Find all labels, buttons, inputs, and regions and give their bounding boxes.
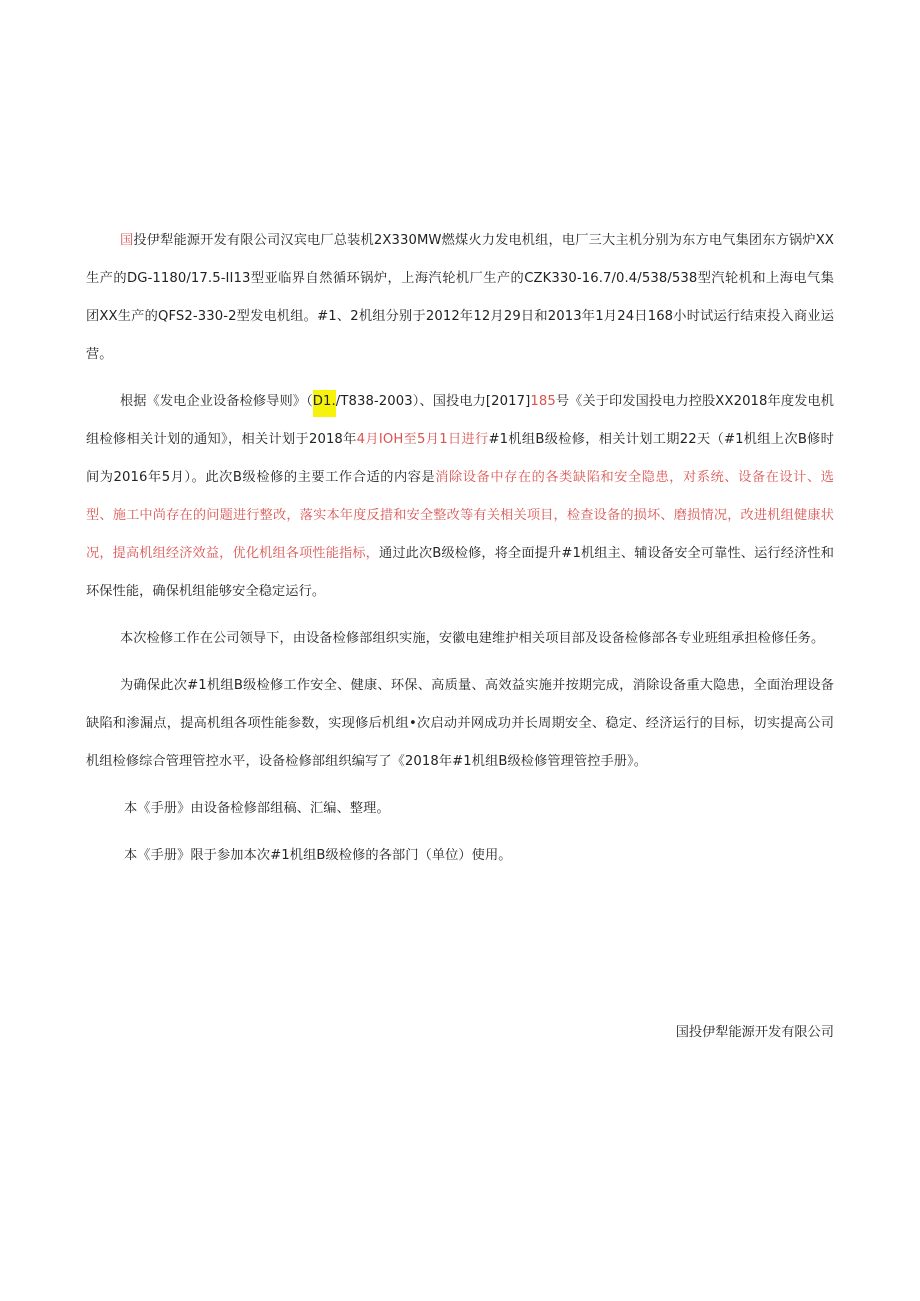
paragraph-usage-scope: 本《手册》限于参加本次#1机组B级检修的各部门（单位）使用。 <box>124 848 512 863</box>
highlighted-text: 消除设备中存在的各类缺陷和安全隐患，对系统、设备在设计、选型、施工中尚存在的问题进行整改，落实本年度反措和安全整改等有关相关项目，检查设备的损坏、磨损情况，改进机组健康状况，提高机组经济效益，优化机组各项性能指标， <box>86 470 834 561</box>
company-signature: 国投伊犁能源开发有限公司 <box>675 1025 834 1040</box>
paragraph-purpose: 为确保此次#1机组B级检修工作安全、健康、环保、高质量、高效益实施并按期完成，消除设备重大隐患，全面治理设备缺陷和渗漏点，提高机组各项性能参数，实现修后机组•次启动并网成功并长周期安全、稳定、经济运行的目标，切实提高公司机组检修综合管理管控水平，设备检修部组织编写了《2018年#1机组B级检修管理管控手册》。 <box>86 678 834 769</box>
paragraph-plant-overview <box>86 222 834 374</box>
document-body <box>86 222 834 875</box>
highlighted-text: 185 <box>530 394 556 409</box>
paragraph-organization: 本次检修工作在公司领导下，由设备检修部组织实施，安徽电建维护相关项目部及设备检修部各专业班组承担检修任务。 <box>120 631 825 646</box>
paragraph-text: /T838-2003）、国投电力[2017] <box>335 394 531 409</box>
paragraph-text: 投伊犁能源开发有限公司汉宾电厂总装机2X330MW燃煤火力发电机组，电厂三大主机分别为东方电气集团东方锅炉XX生产的DG-1180/17.5-II13型亚临界自然循环锅炉，上海汽轮机厂生产的CZK330-16.7/0.4/538/538型汽轮机和上海电气集团XX生产的QFS2-330-2型发电机组。#1、2机组分别于2012年12月29日和2013年1月24日168小时试运行结束投入商业运营。 <box>86 233 835 362</box>
paragraph-text: 号《关于印发国投电力控股XX2018年度发电机组检修相关计划的通知》，相关计划于2018年 <box>86 394 834 447</box>
paragraph-maintenance-plan <box>86 383 834 611</box>
highlighted-text: 4月IOH至5月1日进行 <box>356 432 489 447</box>
yellow-highlight: D1. <box>313 390 336 417</box>
paragraph-compilation: 本《手册》由设备检修部组稿、汇编、整理。 <box>124 801 390 816</box>
highlighted-text: 国 <box>120 233 134 248</box>
paragraph-text: 通过此次B级检修，将全面提升#1机组主、辅设备安全可靠性、运行经济性和环保性能，确保机组能够安全稳定运行。 <box>86 546 834 599</box>
paragraph-text: 根据《发电企业设备检修导则》（ <box>120 394 313 409</box>
paragraph-text: #1机组B级检修，相关计划工期22天（#1机组上次B修时间为2016年5月）。此次B级检修的主要工作合适的内容是 <box>86 432 834 485</box>
